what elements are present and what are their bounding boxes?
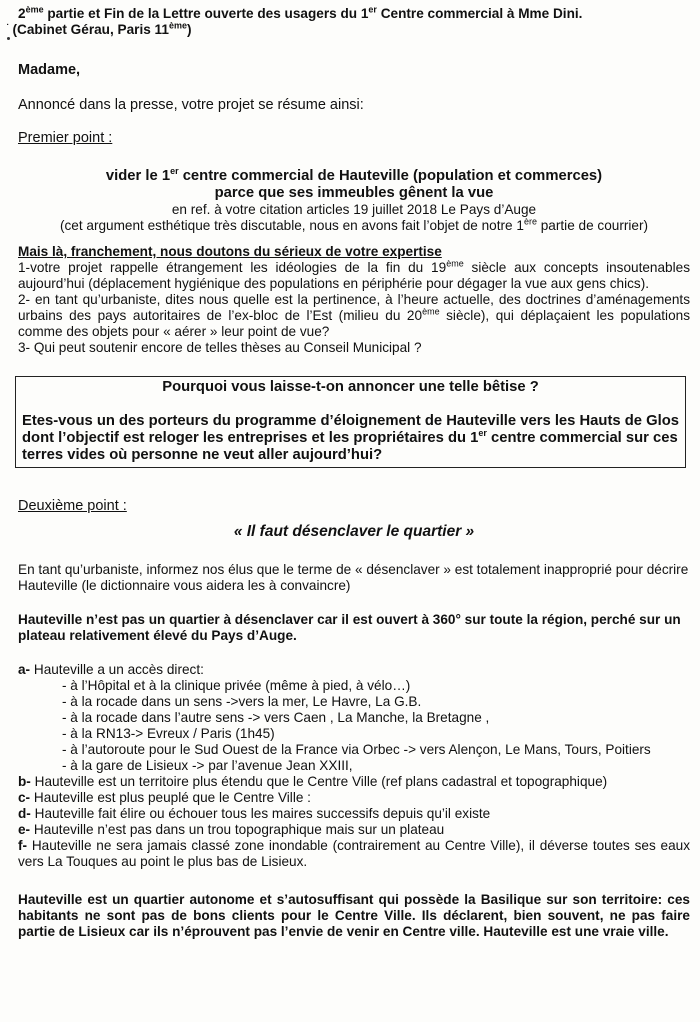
point-2-paragraph-2: Hauteville n’est pas un quartier à désenclaver car il est ouvert à 360° sur toute la région, perché sur un plateau relativement élevé du Pays d’Auge. (18, 612, 681, 643)
intro-text: Annoncé dans la presse, votre projet se résume ainsi: (18, 97, 364, 113)
access-list (18, 678, 690, 774)
section-title-point-2: Deuxième point : (18, 498, 127, 514)
point-2-slogan: « Il faut désenclaver le quartier » (233, 523, 475, 540)
callout-text: Etes-vous un des porteurs du programme d’éloignement de Hauteville vers les Hauts de Glos dont l’objectif est reloger les entreprises et les propriétaires du 1er centre commercial sur ces terres vides où personne ne veut aller aujourd’hui? (22, 413, 679, 463)
point-2-item-c: c- Hauteville est plus peuplé que le Centre Ville : (18, 790, 311, 805)
access-item: - à la gare de Lisieux -> par l’avenue Jean XXIII, (62, 758, 353, 773)
point-1-item-3: 3- Qui peut soutenir encore de telles thèses au Conseil Municipal ? (18, 340, 422, 355)
access-item: - à la rocade dans un sens ->vers la mer, Le Havre, La G.B. (62, 694, 422, 709)
letter-header (6, 4, 690, 38)
access-item: - à la RN13-> Evreux / Paris (1h45) (62, 726, 275, 741)
point-1-note: (cet argument esthétique très discutable, nous en avons fait l’objet de notre 1ère partie de courrier) (59, 216, 649, 233)
point-1-subheading: Mais là, franchement, nous doutons du sérieux de votre expertise (18, 244, 442, 259)
header-line-2: ˙ (Cabinet Gérau, Paris 11ème) (6, 20, 192, 37)
conclusion-paragraph: Hauteville est un quartier autonome et s’autosuffisant qui possède la Basilique sur son territoire: ces habitants ne sont pas de bons clients pour le Centre Ville. Ils déclarent, bien souvent, ne pas faire partie de Lisieux car ils n’éprouvent pas l’envie de venir en Centre ville. Hauteville est une vraie ville. (18, 892, 690, 939)
point-1-reference: en ref. à votre citation articles 19 juillet 2018 Le Pays d’Auge (171, 202, 537, 217)
point-2-item-d: d- Hauteville fait élire ou échouer tous les maires successifs depuis qu’il existe (18, 806, 491, 821)
header-line-1: 2ème partie et Fin de la Lettre ouverte des usagers du 1er Centre commercial à Mme Dini. (18, 4, 583, 21)
callout-box (15, 376, 686, 468)
letter-page (6, 4, 690, 940)
point-1-item-2: 2- en tant qu’urbaniste, dites nous quelle est la pertinence, à l’heure actuelle, des doctrines d’aménagements urbains des pays autoritaires de l’ex-bloc de l’Est (milieu du 20ème siècle), qui déplaçaient les populations comme des objets pour « aérer » leur point de vue? (18, 292, 690, 339)
point-1-item-1: 1-votre projet rappelle étrangement les idéologies de la fin du 19ème siècle aux concepts insoutenables aujourd’hui (déplacement hygiénique des populations en périphérie pour dégager la vue aux gens chics). (18, 258, 690, 291)
section-title-point-1: Premier point : (18, 130, 113, 146)
point-2-item-f: f- Hauteville ne sera jamais classé zone inondable (contrairement au Centre Ville), il déverse toutes ses eaux vers La Touques au point le plus bas de Lisieux. (18, 838, 690, 869)
point-1-headline: vider le 1er centre commercial de Hauteville (population et commerces) parce que ses immeubles gênent la vue (105, 166, 603, 201)
greeting: Madame, (18, 62, 81, 78)
point-2-paragraph-1: En tant qu’urbaniste, informez nos élus que le terme de « désenclaver » est totalement inapproprié pour décrire Hauteville (le dictionnaire vous aidera les à convaincre) (18, 562, 689, 593)
point-2-item-b: b- Hauteville est un territoire plus étendu que le Centre Ville (ref plans cadastral et topographique) (18, 774, 608, 789)
scan-mark: ˙ (6, 22, 11, 37)
access-item: - à l’autoroute pour le Sud Ouest de la France via Orbec -> vers Alençon, Le Mans, Tours, Poitiers (62, 742, 651, 757)
access-item: - à la rocade dans l’autre sens -> vers Caen , La Manche, la Bretagne , (62, 710, 490, 725)
access-item: - à l’Hôpital et à la clinique privée (même à pied, à vélo…) (62, 678, 411, 693)
point-2-item-a: a- Hauteville a un accès direct: (18, 662, 204, 677)
point-2-item-e: e- Hauteville n’est pas dans un trou topographique mais sur un plateau (18, 822, 445, 837)
callout-question: Pourquoi vous laisse-t-on annoncer une telle bêtise ? (162, 379, 539, 395)
